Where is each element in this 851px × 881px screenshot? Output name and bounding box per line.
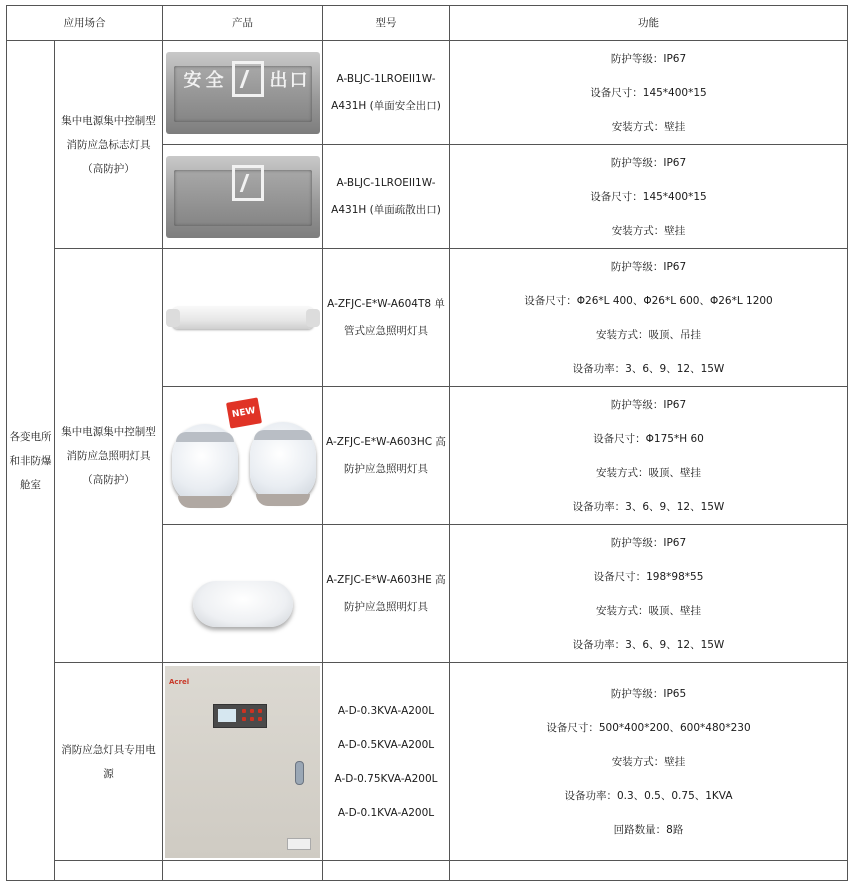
model-cell: A-BLJC-1LROEII1W-A431H (单面疏散出口) xyxy=(323,145,450,249)
door-handle-icon xyxy=(295,761,304,785)
header-row xyxy=(7,6,848,41)
group-cell-power: 消防应急灯具专用电源 xyxy=(55,663,163,861)
product-image-cell xyxy=(163,41,323,145)
exit-running-man-icon xyxy=(232,61,264,97)
new-badge: NEW xyxy=(225,397,261,428)
model-cell: A-BLJC-1LROEII1W-A431H (单面安全出口) xyxy=(323,41,450,145)
model-cell: A-D-0.3KVA-A200L A-D-0.5KVA-A200L A-D-0.75KVA-A200L A-D-0.1KVA-A200L xyxy=(323,663,450,861)
function-cell: 防护等级：IP67 设备尺寸：145*400*15 安装方式：壁挂 xyxy=(450,41,848,145)
function-cell: 防护等级：IP67 设备尺寸：145*400*15 安装方式：壁挂 xyxy=(450,145,848,249)
product-image-cell xyxy=(163,249,323,387)
group-cell-lighting: 集中电源集中控制型消防应急照明灯具（高防护） xyxy=(55,249,163,663)
model-cell: A-ZFJC-E*W-A603HC 高防护应急照明灯具 xyxy=(323,387,450,525)
product-image-cell xyxy=(163,663,323,861)
function-cell: 防护等级：IP65 设备尺寸：500*400*200、600*480*230 安装方式：壁挂 设备功率：0.3、0.5、0.75、1KVA 回路数量：8路 xyxy=(450,663,848,861)
table-row-partial xyxy=(7,861,848,881)
control-panel xyxy=(213,704,267,728)
function-cell: 防护等级：IP67 设备尺寸：198*98*55 安装方式：吸顶、壁挂 设备功率：3、6、9、12、15W xyxy=(450,525,848,663)
product-image-cell xyxy=(163,525,323,663)
product-image-cell xyxy=(163,387,323,525)
power-cabinet-image xyxy=(165,666,320,858)
exit-running-man-icon xyxy=(232,165,264,201)
header-scene: 应用场合 xyxy=(7,6,163,41)
tube-light-image xyxy=(172,307,314,329)
product-image-cell xyxy=(163,145,323,249)
nameplate xyxy=(287,838,311,850)
scene-cell: 各变电所和非防爆舱室 xyxy=(7,41,55,881)
table-row xyxy=(7,41,848,145)
product-table xyxy=(6,5,848,881)
function-cell: 防护等级：IP67 设备尺寸：Φ26*L 400、Φ26*L 600、Φ26*L 1200 安装方式：吸顶、吊挂 设备功率：3、6、9、12、15W xyxy=(450,249,848,387)
table-row xyxy=(7,249,848,387)
function-cell: 防护等级：IP67 设备尺寸：Φ175*H 60 安装方式：吸顶、壁挂 设备功率：3、6、9、12、15W xyxy=(450,387,848,525)
model-cell: A-ZFJC-E*W-A603HE 高防护应急照明灯具 xyxy=(323,525,450,663)
model-cell: A-ZFJC-E*W-A604T8 单管式应急照明灯具 xyxy=(323,249,450,387)
header-model: 型号 xyxy=(323,6,450,41)
round-lamp-image xyxy=(166,392,320,520)
exit-sign-image xyxy=(166,156,320,238)
lcd-screen xyxy=(218,709,236,722)
table-row xyxy=(7,663,848,861)
oval-lamp-image xyxy=(193,581,293,627)
brand-logo: Acrel xyxy=(169,677,190,686)
header-function: 功能 xyxy=(450,6,848,41)
group-cell-sign: 集中电源集中控制型消防应急标志灯具（高防护） xyxy=(55,41,163,249)
header-product: 产品 xyxy=(163,6,323,41)
exit-sign-image: 安全 出口 xyxy=(166,52,320,134)
